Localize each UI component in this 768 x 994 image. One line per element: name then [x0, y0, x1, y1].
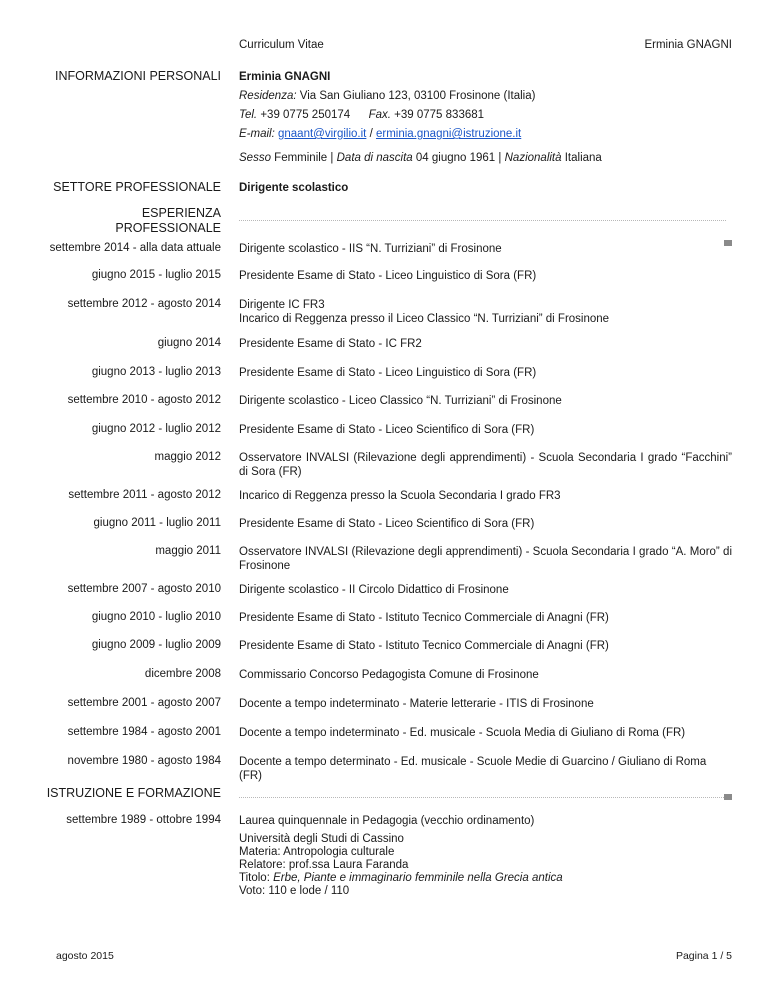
education-date: settembre 1989 - ottobre 1994	[66, 814, 221, 826]
experience-entry	[239, 298, 732, 326]
email-line	[239, 127, 732, 141]
sex-label: Sesso	[239, 152, 271, 164]
experience-description: Presidente Esame di Stato - Liceo Linguistico di Sora (FR)	[239, 270, 537, 282]
tel-label: Tel.	[239, 109, 258, 121]
experience-date: maggio 2011	[155, 545, 221, 557]
email-link-2[interactable]: erminia.gnagni@istruzione.it	[375, 128, 522, 140]
sector-value: Dirigente scolastico	[239, 182, 349, 194]
header-name: Erminia GNAGNI	[644, 39, 732, 51]
education-university: Università degli Studi di Cassino	[239, 833, 404, 845]
section-sector: SETTORE PROFESSIONALE	[53, 180, 221, 194]
experience-description: Osservatore INVALSI (Rilevazione degli apprendimenti) - Scuola Secondaria I grado “Facchini” di Sora (FR)	[239, 452, 732, 478]
nationality-value: Italiana	[564, 152, 602, 164]
education-subject: Materia: Antropologia culturale	[239, 846, 395, 858]
experience-date: settembre 2012 - agosto 2014	[67, 298, 221, 310]
experience-entry	[239, 337, 732, 351]
sex-value: Femminile	[274, 152, 328, 164]
email-separator: /	[369, 128, 373, 140]
experience-date: settembre 1984 - agosto 2001	[67, 726, 221, 738]
experience-entry	[239, 611, 732, 625]
experience-description: Presidente Esame di Stato - Liceo Scientifico di Sora (FR)	[239, 424, 535, 436]
experience-entry	[239, 583, 732, 597]
experience-description: Docente a tempo indeterminato - Materie letterarie - ITIS di Frosinone	[239, 698, 594, 710]
experience-entry	[239, 242, 732, 256]
education-thesis	[239, 872, 732, 885]
experience-date: settembre 2011 - agosto 2012	[68, 489, 221, 501]
experience-date: giugno 2010 - luglio 2010	[91, 611, 221, 623]
education-title: Laurea quinquennale in Pedagogia (vecchio ordinamento)	[239, 815, 535, 827]
experience-entry	[239, 517, 732, 531]
experience-date: giugno 2011 - luglio 2011	[93, 517, 221, 529]
education-details	[239, 833, 732, 898]
email-label: E-mail:	[239, 128, 275, 140]
experience-date: settembre 2010 - agosto 2012	[67, 394, 221, 406]
person-name: Erminia GNAGNI	[239, 71, 331, 83]
section-experience-line-2: PROFESSIONALE	[115, 221, 221, 235]
experience-date: giugno 2015 - luglio 2015	[91, 269, 221, 281]
section-experience	[115, 206, 221, 236]
experience-description: Dirigente IC FR3	[239, 299, 325, 311]
thesis-title: Erbe, Piante e immaginario femminile nella Grecia antica	[273, 872, 563, 884]
experience-date: settembre 2007 - agosto 2010	[67, 583, 221, 595]
experience-entry	[239, 489, 732, 503]
experience-description: Presidente Esame di Stato - Istituto Tecnico Commerciale di Anagni (FR)	[239, 612, 609, 624]
nationality-label: Nazionalità	[504, 152, 562, 164]
residence-label: Residenza:	[239, 90, 297, 102]
section-divider	[239, 220, 726, 221]
experience-description: Presidente Esame di Stato - Liceo Linguistico di Sora (FR)	[239, 367, 537, 379]
experience-description-extra: Incarico di Reggenza presso il Liceo Classico “N. Turriziani” di Frosinone	[239, 313, 610, 325]
experience-description: Dirigente scolastico - IIS “N. Turriziani” di Frosinone	[239, 243, 502, 255]
email-link-1[interactable]: gnaant@virgilio.it	[277, 128, 367, 140]
experience-date: settembre 2001 - agosto 2007	[67, 697, 221, 709]
separator: |	[330, 152, 334, 164]
experience-entry	[239, 451, 732, 479]
experience-date: giugno 2014	[157, 337, 221, 349]
thesis-label: Titolo:	[239, 872, 270, 884]
experience-date: giugno 2009 - luglio 2009	[91, 639, 221, 651]
education-grade: Voto: 110 e lode / 110	[239, 885, 350, 897]
experience-description: Docente a tempo determinato - Ed. musicale - Scuole Medie di Guarcino / Giuliano di Roma (FR)	[239, 756, 707, 782]
personal-details-line	[239, 151, 732, 165]
fax-value: +39 0775 833681	[394, 109, 485, 121]
experience-description: Incarico di Reggenza presso la Scuola Secondaria I grado FR3	[239, 490, 561, 502]
experience-date: novembre 1980 - agosto 1984	[67, 755, 221, 767]
birth-value: 04 giugno 1961	[415, 152, 496, 164]
section-personal-info: INFORMAZIONI PERSONALI	[55, 69, 221, 83]
section-experience-line-1: ESPERIENZA	[141, 206, 221, 220]
residence-value: Via San Giuliano 123, 03100 Frosinone (Italia)	[299, 90, 536, 102]
experience-description: Presidente Esame di Stato - IC FR2	[239, 338, 422, 350]
experience-date: settembre 2014 - alla data attuale	[49, 242, 221, 254]
experience-entry	[239, 269, 732, 283]
section-marker	[724, 794, 732, 800]
experience-entry	[239, 668, 732, 682]
experience-description: Dirigente scolastico - II Circolo Didattico di Frosinone	[239, 584, 509, 596]
experience-entry	[239, 545, 732, 573]
experience-description: Commissario Concorso Pedagogista Comune di Frosinone	[239, 669, 539, 681]
birth-label: Data di nascita	[336, 152, 413, 164]
fax-label: Fax.	[368, 109, 391, 121]
experience-entry	[239, 394, 732, 408]
footer-date: agosto 2015	[56, 950, 114, 962]
experience-entry	[239, 639, 732, 653]
experience-description: Presidente Esame di Stato - Istituto Tecnico Commerciale di Anagni (FR)	[239, 640, 609, 652]
experience-description: Presidente Esame di Stato - Liceo Scientifico di Sora (FR)	[239, 518, 535, 530]
experience-date: giugno 2013 - luglio 2013	[91, 366, 221, 378]
footer-page-number: Pagina 1 / 5	[675, 950, 732, 962]
phone-line	[239, 108, 732, 122]
experience-entry	[239, 697, 732, 711]
experience-date: giugno 2012 - luglio 2012	[91, 423, 221, 435]
separator: |	[498, 152, 502, 164]
experience-description: Osservatore INVALSI (Rilevazione degli apprendimenti) - Scuola Secondaria I grado “A. Moro” di Frosinone	[239, 546, 732, 572]
experience-entry	[239, 366, 732, 380]
experience-entry	[239, 726, 732, 740]
education-advisor: Relatore: prof.ssa Laura Faranda	[239, 859, 409, 871]
section-divider	[239, 797, 726, 798]
experience-entry	[239, 423, 732, 437]
section-education: ISTRUZIONE E FORMAZIONE	[46, 786, 221, 800]
experience-description: Dirigente scolastico - Liceo Classico “N. Turriziani” di Frosinone	[239, 395, 562, 407]
experience-description: Docente a tempo indeterminato - Ed. musicale - Scuola Media di Giuliano di Roma (FR)	[239, 727, 686, 739]
experience-entry	[239, 755, 732, 783]
experience-date: maggio 2012	[154, 451, 221, 463]
residence-line	[239, 89, 732, 103]
header-title: Curriculum Vitae	[239, 39, 324, 51]
experience-date: dicembre 2008	[144, 668, 221, 680]
tel-value: +39 0775 250174	[260, 109, 351, 121]
